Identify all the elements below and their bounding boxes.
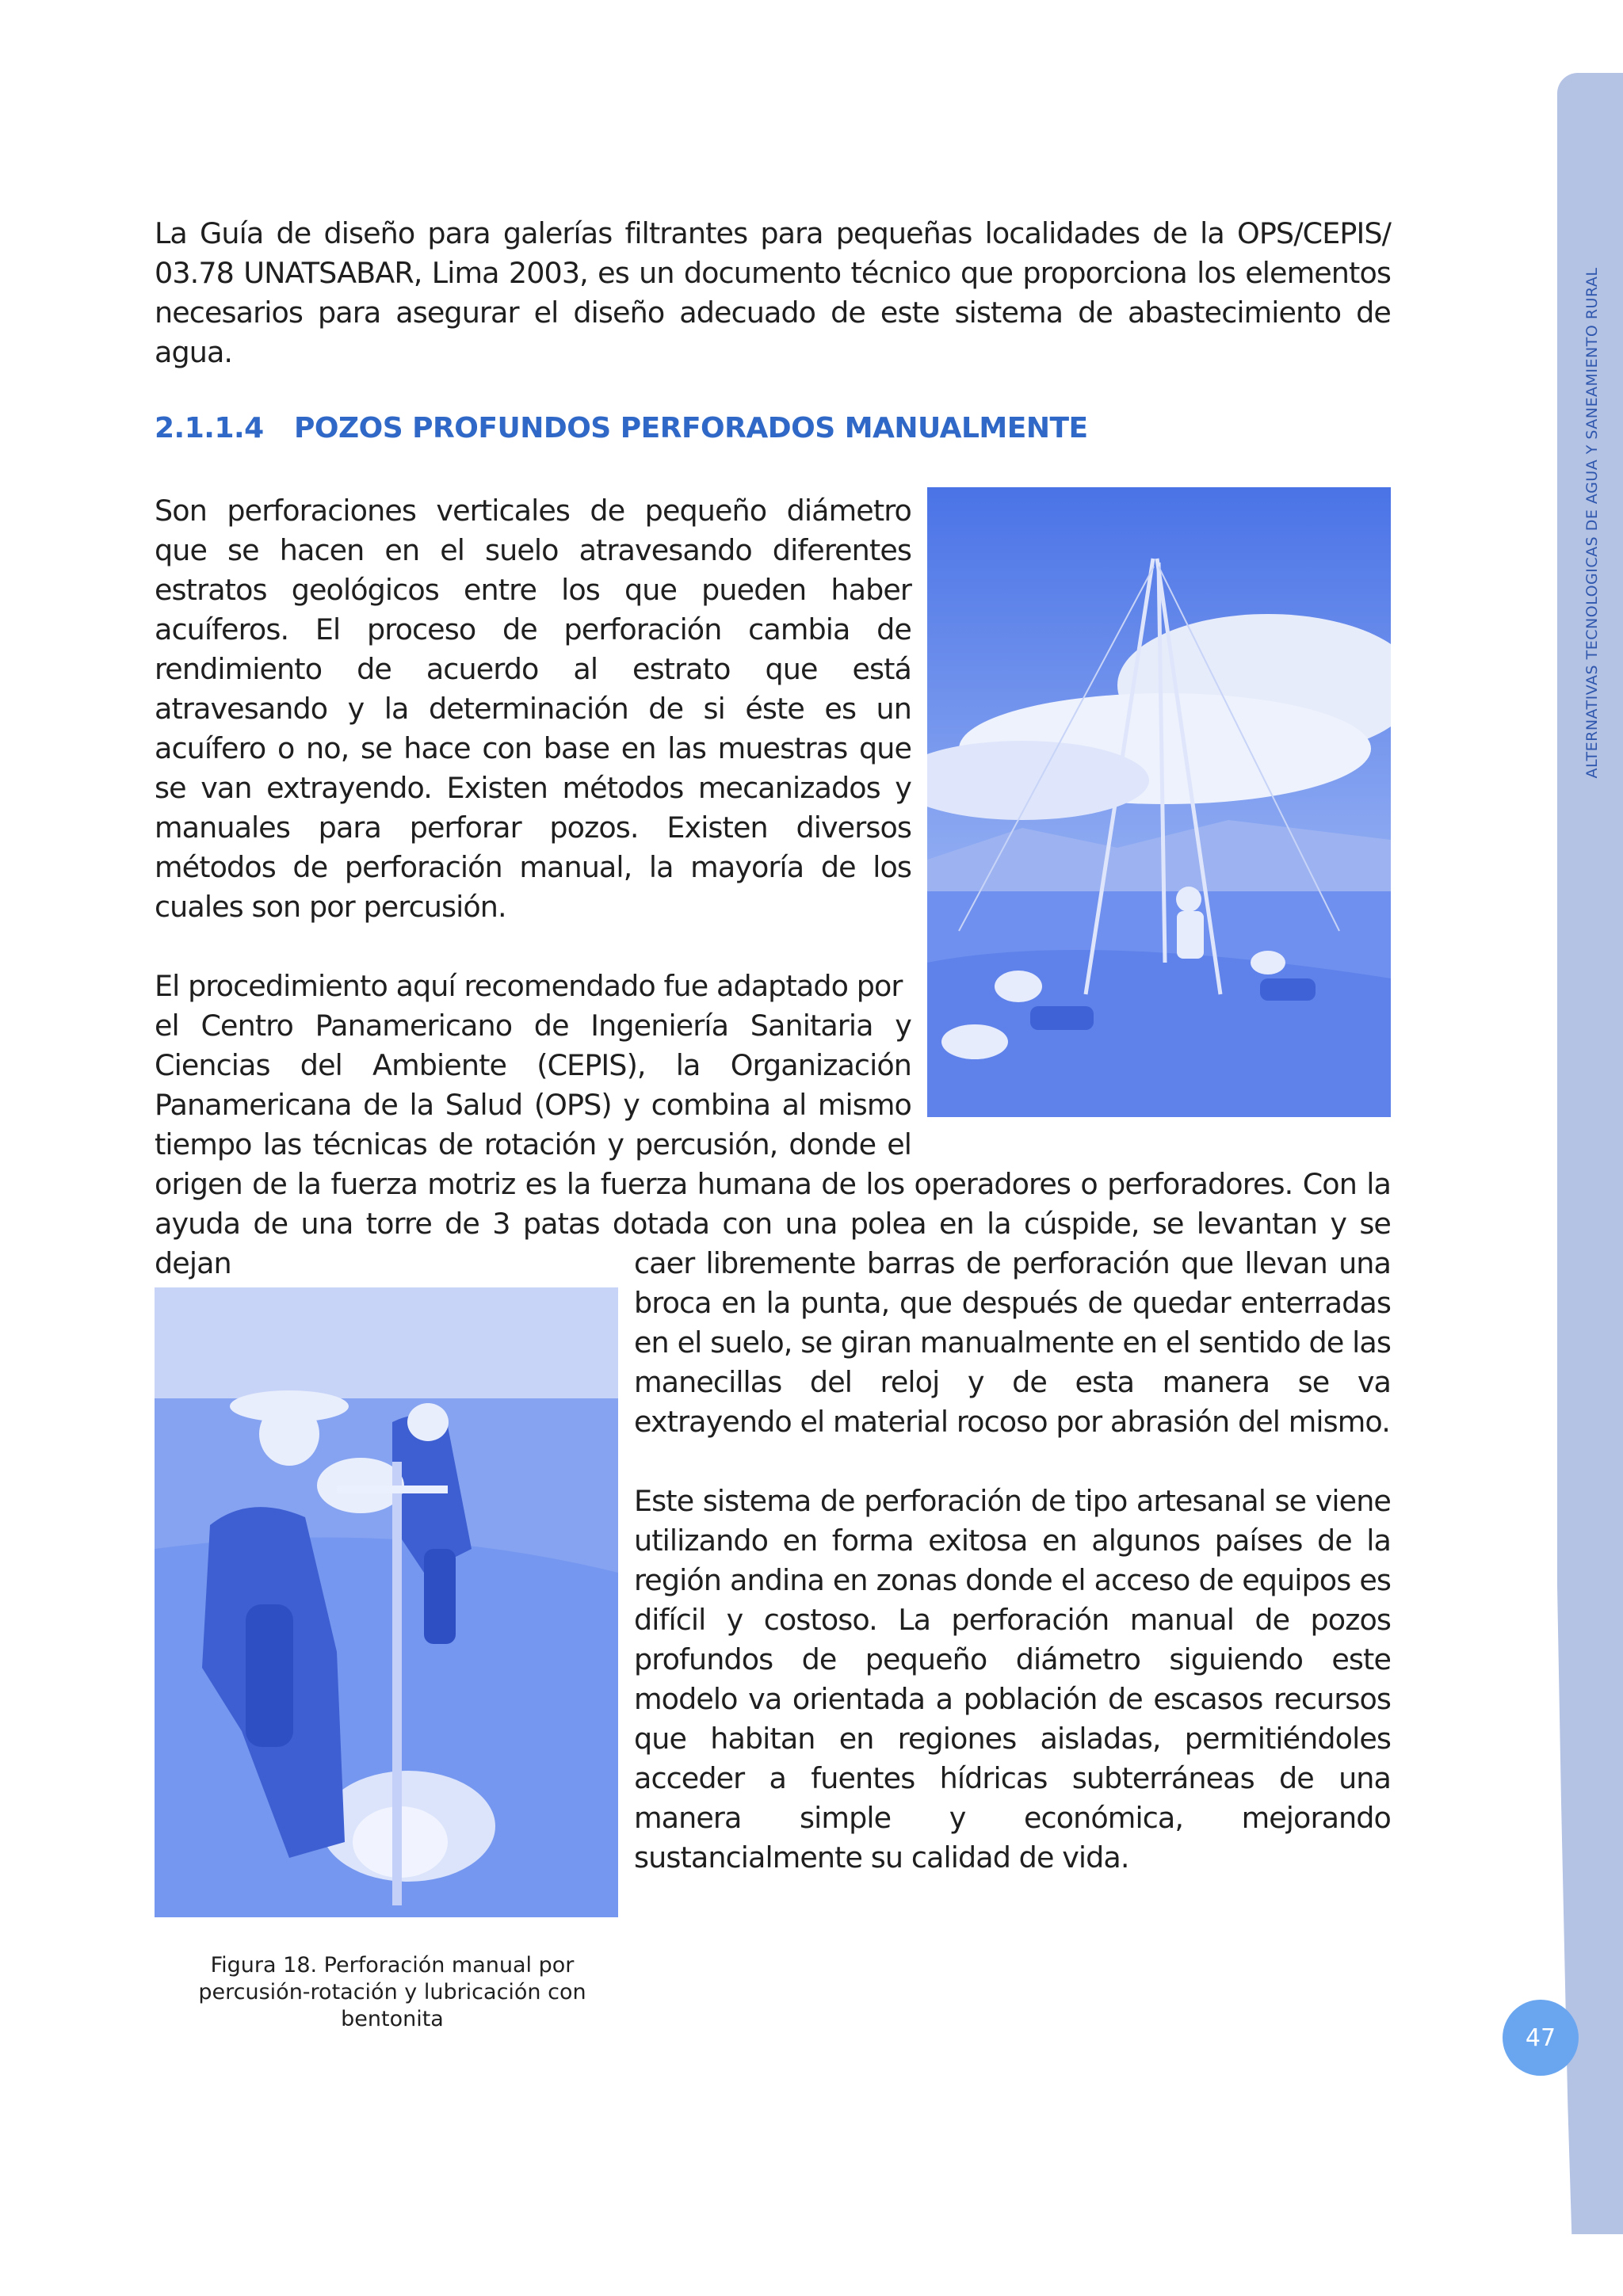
paragraph-2-line-3: Ciencias del Ambiente (CEPIS), la Organización <box>155 1048 911 1082</box>
page-number-badge: 47 <box>1503 2000 1579 2076</box>
running-head-text: ALTERNATIVAS TECNOLOGICAS DE AGUA Y SANEAMIENTO RURAL <box>1583 267 1601 779</box>
paragraph-2-continuation: caer libremente barras de perforación que llevan una broca en la punta, que después de quedar enterradas en el suelo, se giran manualmente en el sentido de las manecillas del reloj y de esta manera se va extrayendo el material rocoso por abrasión del mismo. <box>634 1246 1391 1439</box>
section-heading <box>155 412 1088 444</box>
paragraph-2-line-7: ayuda de una torre de 3 patas dotada con una polea en la cúspide, se levantan y se dejan <box>155 1207 1391 1280</box>
figure-caption: Figura 18. Perforación manual por percusión-rotación y lubricación con bentonita <box>198 1953 586 2031</box>
paragraph-2-line-4: Panamericana de la Salud (OPS) y combina al mismo <box>155 1088 911 1122</box>
photo-drilling-tower-image <box>927 487 1391 1117</box>
paragraph-2-line-6: origen de la fuerza motriz es la fuerza humana de los operadores o perforadores. Con la <box>155 1167 1391 1201</box>
section-number: 2.1.1.4 <box>155 412 264 444</box>
paragraph-3: Este sistema de perforación de tipo artesanal se viene utilizando en forma exitosa en algunos países de la región andina en zonas donde el acceso de equipos es difícil y costoso. La perforación manual de pozos profundos de pequeño diámetro siguiendo este modelo va orientada a población de escasos recursos que habitan en regiones aisladas, permitiéndoles acceder a fuentes hídricas subterráneas de una manera simple y económica, mejorando sustancialmente su calidad de vida. <box>634 1484 1391 1875</box>
intro-paragraph: La Guía de diseño para galerías filtrantes para pequeñas localidades de la OPS/CEPIS/ 03.78 UNATSABAR, Lima 2003, es un documento técnico que proporciona los elementos necesarios para asegurar el diseño adecuado de este sistema de abastecimiento de agua. <box>155 216 1391 369</box>
paragraph-1: Son perforaciones verticales de pequeño diámetro que se hacen en el suelo atravesando diferentes estratos geológicos entre los que pueden haber acuíferos. El proceso de perforación cambia de rendimiento de acuerdo al estrato que está atravesando y la determinación de si éste es un acuífero o no, se hace con base en las muestras que se van extrayendo. Existen métodos mecanizados y manuales para perforar pozos. Existen diversos métodos de perforación manual, la mayoría de los cuales son por percusión. <box>155 494 911 924</box>
photo-manual-drilling <box>155 1287 618 1917</box>
section-title: POZOS PROFUNDOS PERFORADOS MANUALMENTE <box>294 412 1088 444</box>
paragraph-2-line-1: El procedimiento aquí recomendado fue adaptado por <box>155 969 903 1003</box>
paragraph-2-line-2: el Centro Panamericano de Ingeniería Sanitaria y <box>155 1009 911 1043</box>
paragraph-2-line-5: tiempo las técnicas de rotación y percusión, donde el <box>155 1127 911 1161</box>
photo-drilling-tower <box>927 487 1391 1117</box>
photo-manual-drilling-image <box>155 1287 618 1917</box>
